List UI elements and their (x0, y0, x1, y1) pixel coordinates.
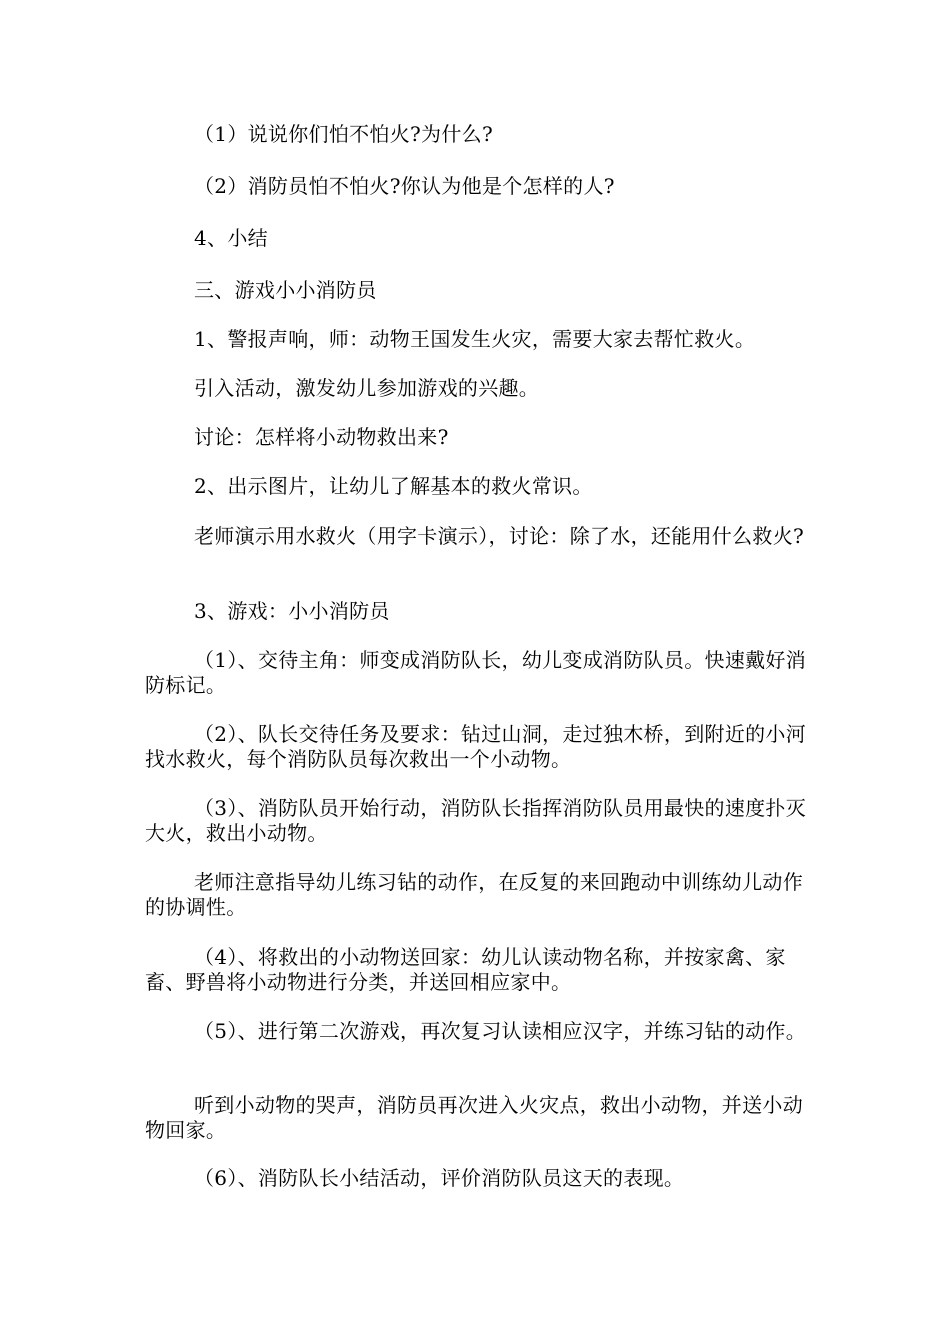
paragraph-question-1: （1）说说你们怕不怕火?为什么? (194, 122, 493, 146)
paragraph-game-3: （3）、消防队员开始行动，消防队长指挥消防队员用最快的速度扑灭大火，救出小动物。 (145, 796, 807, 845)
paragraph-game-4: （4）、将救出的小动物送回家：幼儿认读动物名称，并按家禽、家畜、野兽将小动物进行分类，并送回相应家中。 (145, 945, 786, 994)
paragraph-step-1: 1、警报声响，师：动物王国发生火灾，需要大家去帮忙救火。 (194, 327, 756, 351)
paragraph-step-2: 2、出示图片，让幼儿了解基本的救火常识。 (194, 474, 593, 498)
paragraph-rescue-again: 听到小动物的哭声，消防员再次进入火灾点，救出小动物，并送小动物回家。 (145, 1093, 803, 1142)
paragraph-game-5: （5）、进行第二次游戏，再次复习认读相应汉字，并练习钻的动作。 (194, 1019, 807, 1043)
paragraph-step-3: 3、游戏：小小消防员 (194, 599, 390, 623)
paragraph-question-2: （2）消防员怕不怕火?你认为他是个怎样的人? (194, 174, 615, 198)
paragraph-summary-heading: 4、小结 (194, 226, 268, 250)
paragraph-discussion: 讨论：怎样将小动物救出来? (194, 425, 449, 449)
paragraph-game-6: （6）、消防队长小结活动，评价消防队员这天的表现。 (194, 1166, 685, 1190)
paragraph-teacher-demo: 老师演示用水救火（用字卡演示），讨论：除了水，还能用什么救火? (194, 524, 805, 548)
paragraph-game-1: （1）、交待主角：师变成消防队长，幼儿变成消防队员。快速戴好消防标记。 (145, 648, 807, 697)
section-heading-game: 三、游戏小小消防员 (194, 278, 377, 302)
paragraph-teacher-guidance: 老师注意指导幼儿练习钻的动作，在反复的来回跑动中训练幼儿动作的协调性。 (145, 870, 803, 919)
paragraph-game-2: （2）、队长交待任务及要求：钻过山洞，走过独木桥，到附近的小河找水救火，每个消防队员每次救出一个小动物。 (145, 722, 807, 771)
paragraph-introduce-activity: 引入活动，激发幼儿参加游戏的兴趣。 (194, 376, 540, 400)
